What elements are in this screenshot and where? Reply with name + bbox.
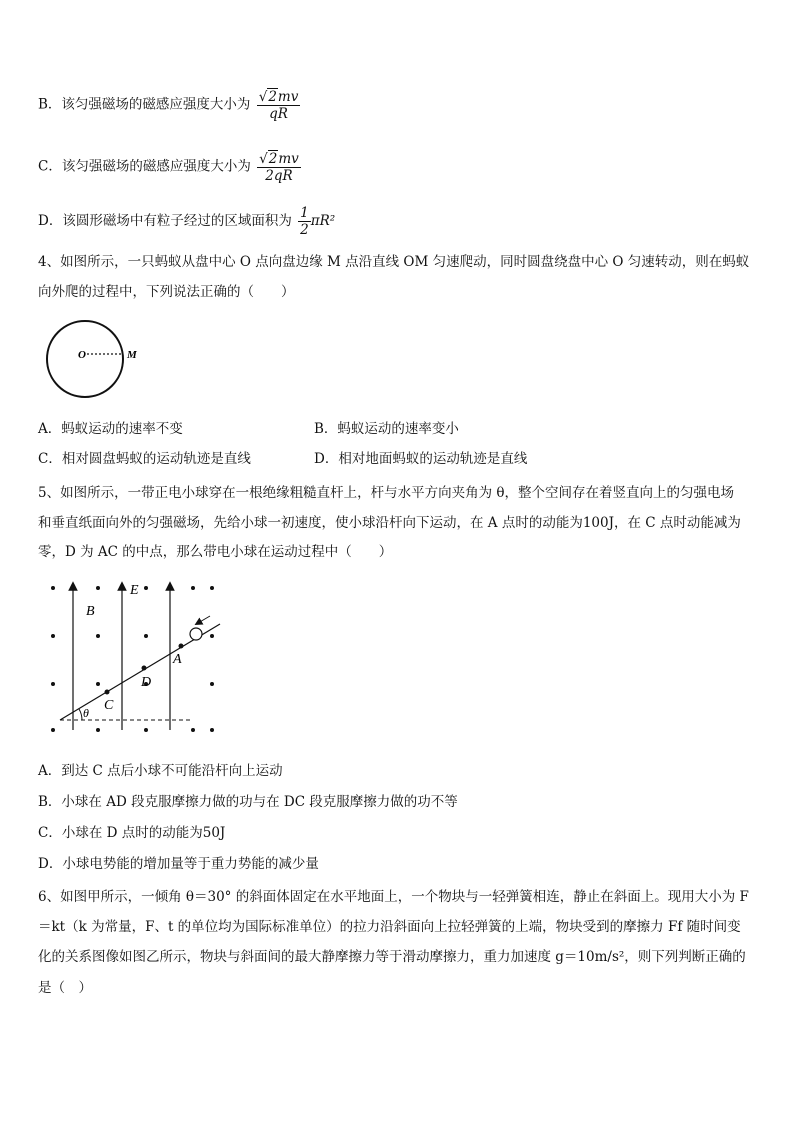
q4-stem-line2: 向外爬的过程中，下列说法正确的（ ） xyxy=(38,284,295,300)
label-b: B xyxy=(86,604,95,619)
label-e: E xyxy=(130,583,139,598)
q6-stem-line4: 是（ ） xyxy=(38,980,92,996)
point-a xyxy=(179,644,184,649)
option-text: 该匀强磁场的磁感应强度大小为 xyxy=(61,158,251,175)
fraction: $\frac{√2mv}{qR}$ xyxy=(258,89,299,122)
option-tail: πR² xyxy=(310,213,336,229)
q4-figure xyxy=(40,318,160,400)
q5-stem-line2: 和垂直纸面向外的匀强磁场，先给小球一初速度，使小球沿杆向下运动，在 A 点时的动能为100J，在 C 点时动能减为 xyxy=(38,515,741,531)
theta-arc xyxy=(79,709,82,720)
q6-stem-line1: 6、如图甲所示，一倾角 θ＝30° 的斜面体固定在水平地面上，一个物块与一轻弹簧相连，静止在斜面上。现用大小为 F xyxy=(38,889,749,905)
option-text: 该圆形磁场中有粒子经过的区域面积为 xyxy=(62,213,292,229)
q5-option-c: C．小球在 D 点时的动能为50J xyxy=(38,825,226,841)
point-d xyxy=(142,666,147,671)
ball xyxy=(190,628,202,640)
label-d: D xyxy=(141,675,152,690)
label-m: M xyxy=(127,349,137,361)
q4-option-a: A．蚂蚁运动的速率不变 xyxy=(38,421,183,437)
q5-stem-line1: 5、如图所示，一带正电小球穿在一根绝缘粗糙直杆上，杆与水平方向夹角为 θ，整个空间存在着竖直向上的匀强电场 xyxy=(38,485,735,501)
fraction: $\frac{1}{2}$ xyxy=(300,205,309,238)
q5-option-d: D．小球电势能的增加量等于重力势能的减少量 xyxy=(38,856,319,872)
q5-stem-line3: 零，D 为 AC 的中点，那么带电小球在运动过程中（ ） xyxy=(38,544,393,560)
label-a: A xyxy=(173,652,182,667)
option-label: C． xyxy=(38,158,62,175)
option-d xyxy=(38,205,335,238)
q4-option-c: C．相对圆盘蚂蚁的运动轨迹是直线 xyxy=(38,451,251,467)
q6-stem-line2: ＝kt（k 为常量，F、t 的单位均为国际标准单位）的拉力沿斜面向上拉轻弹簧的上端，物块受到的摩擦力 Ff 随时间变 xyxy=(38,919,741,935)
option-text: 该匀强磁场的磁感应强度大小为 xyxy=(61,96,251,113)
q4-option-b: B．蚂蚁运动的速率变小 xyxy=(314,421,459,437)
q5-figure xyxy=(40,572,230,742)
option-label: D． xyxy=(38,213,63,229)
q5-option-a: A．到达 C 点后小球不可能沿杆向上运动 xyxy=(38,763,283,779)
q5-option-b: B．小球在 AD 段克服摩擦力做的功与在 DC 段克服摩擦力做的功不等 xyxy=(38,794,458,810)
label-theta: θ xyxy=(83,706,89,720)
option-c xyxy=(38,150,301,184)
option-b xyxy=(38,88,300,122)
q6-stem-line3: 化的关系图像如图乙所示，物块与斜面间的最大静摩擦力等于滑动摩擦力，重力加速度 g＝10m/s²，则下列判断正确的 xyxy=(38,949,746,965)
q4-option-d: D．相对地面蚂蚁的运动轨迹是直线 xyxy=(314,451,528,467)
label-c: C xyxy=(104,698,114,713)
label-o: O xyxy=(78,349,86,361)
q4-stem-line1: 4、如图所示，一只蚂蚁从盘中心 O 点向盘边缘 M 点沿直线 OM 匀速爬动，同时圆盘绕盘中心 O 匀速转动，则在蚂蚁 xyxy=(38,254,750,270)
velocity-arrow xyxy=(198,616,210,623)
option-label: B． xyxy=(38,96,62,113)
fraction: $\frac{√2mv}{2qR}$ xyxy=(259,151,299,184)
point-c xyxy=(105,690,110,695)
